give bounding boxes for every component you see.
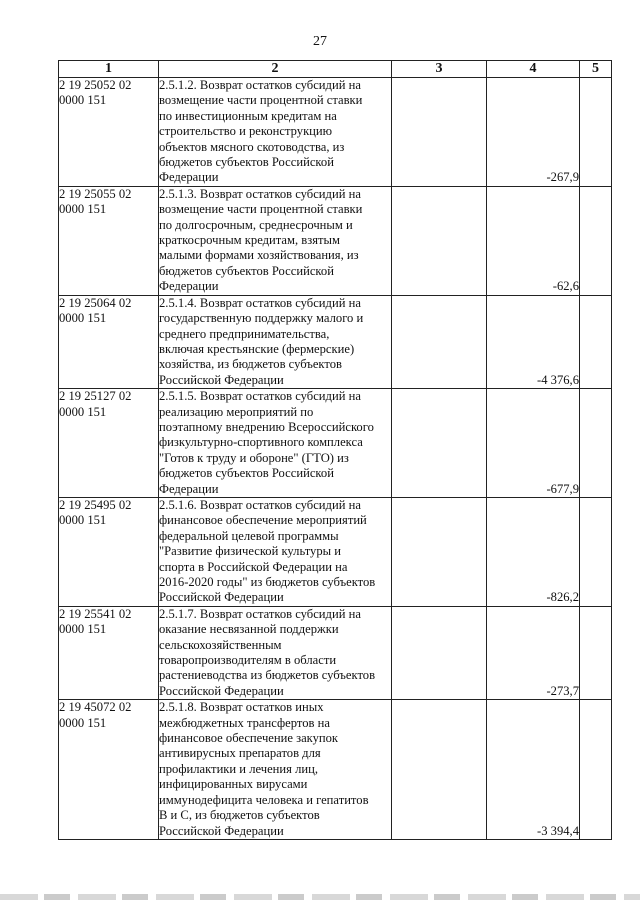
- budget-code-line: 2 19 25541 02: [59, 606, 132, 621]
- description-line: бюджетов субъектов Российской: [159, 155, 334, 170]
- budget-code-line: 0000 151: [59, 93, 107, 108]
- description-line: возмещение части процентной ставки: [159, 202, 363, 217]
- description-line: хозяйства, из бюджетов субъектов: [159, 357, 342, 372]
- description-line: поэтапному внедрению Всероссийского: [159, 419, 374, 434]
- column-header-5: 5: [580, 61, 612, 78]
- budget-code-cell: [59, 606, 159, 699]
- amount-cell: -677,9: [487, 389, 580, 498]
- budget-code-cell: [59, 186, 159, 295]
- column-header-1: 1: [59, 61, 159, 78]
- budget-code-cell: [59, 389, 159, 498]
- table-row: [59, 700, 612, 840]
- table-row: [59, 389, 612, 498]
- budget-code-line: 2 19 25052 02: [59, 78, 132, 92]
- item-description-cell: [159, 700, 392, 840]
- description-line: инфицированных вирусами: [159, 777, 308, 792]
- description-line: Российской Федерации: [159, 823, 284, 838]
- description-line: спорта в Российской Федерации на: [159, 559, 348, 574]
- column-header-3: 3: [392, 61, 487, 78]
- description-line: включая крестьянские (фермерские): [159, 341, 355, 356]
- budget-code-cell: [59, 295, 159, 388]
- amount-cell: -267,9: [487, 78, 580, 187]
- column-3-cell: [392, 295, 487, 388]
- description-line: оказание несвязанной поддержки: [159, 622, 339, 637]
- budget-code-line: 2 19 25495 02: [59, 497, 132, 512]
- column-5-cell: [580, 700, 612, 840]
- description-line: 2.5.1.6. Возврат остатков субсидий на: [159, 497, 361, 512]
- description-line: 2.5.1.3. Возврат остатков субсидий на: [159, 186, 361, 201]
- description-line: 2.5.1.5. Возврат остатков субсидий на: [159, 389, 361, 404]
- item-description-cell: [159, 497, 392, 606]
- description-line: межбюджетных трансфертов на: [159, 715, 330, 730]
- description-line: сельскохозяйственным: [159, 637, 282, 652]
- table-row: [59, 78, 612, 187]
- description-line: малыми формами хозяйствования, из: [159, 248, 359, 263]
- column-3-cell: [392, 606, 487, 699]
- budget-code-cell: [59, 497, 159, 606]
- description-line: 2.5.1.7. Возврат остатков субсидий на: [159, 606, 361, 621]
- page-number: 27: [313, 34, 327, 49]
- description-line: Федерации: [159, 279, 219, 294]
- column-3-cell: [392, 78, 487, 187]
- description-line: профилактики и лечения лиц,: [159, 761, 319, 776]
- description-line: "Готов к труду и обороне" (ГТО) из: [159, 450, 349, 465]
- item-description-cell: [159, 186, 392, 295]
- table-row: [59, 606, 612, 699]
- table-row: [59, 186, 612, 295]
- description-line: физкультурно-спортивного комплекса: [159, 435, 363, 450]
- column-5-cell: [580, 295, 612, 388]
- column-header-2: 2: [159, 61, 392, 78]
- description-line: иммунодефицита человека и гепатитов: [159, 792, 369, 807]
- column-5-cell: [580, 497, 612, 606]
- description-line: бюджетов субъектов Российской: [159, 263, 334, 278]
- description-line: бюджетов субъектов Российской: [159, 466, 334, 481]
- column-5-cell: [580, 389, 612, 498]
- budget-code-line: 2 19 25055 02: [59, 186, 132, 201]
- description-line: 2016-2020 годы" из бюджетов субъектов: [159, 575, 376, 589]
- description-line: объектов мясного скотоводства, из: [159, 139, 345, 154]
- description-line: товаропроизводителям в области: [159, 653, 337, 668]
- description-line: Российской Федерации: [159, 372, 284, 387]
- column-3-cell: [392, 497, 487, 606]
- column-5-cell: [580, 78, 612, 187]
- scan-edge-artifact: [0, 894, 640, 900]
- description-line: среднего предпринимательства,: [159, 326, 330, 341]
- budget-code-line: 0000 151: [59, 715, 107, 730]
- description-line: возмещение части процентной ставки: [159, 93, 363, 108]
- item-description-cell: [159, 295, 392, 388]
- description-line: федеральной целевой программы: [159, 528, 339, 543]
- budget-code-cell: [59, 700, 159, 840]
- description-line: краткосрочным кредитам, взятым: [159, 233, 340, 248]
- column-header-4: 4: [487, 61, 580, 78]
- item-description-cell: [159, 389, 392, 498]
- description-line: реализацию мероприятий по: [159, 404, 314, 419]
- column-3-cell: [392, 700, 487, 840]
- budget-code-line: 0000 151: [59, 311, 107, 326]
- budget-code-line: 0000 151: [59, 513, 107, 528]
- item-description-cell: [159, 78, 392, 187]
- budget-code-line: 2 19 25127 02: [59, 389, 132, 404]
- amount-cell: -62,6: [487, 186, 580, 295]
- description-line: В и С, из бюджетов субъектов: [159, 808, 320, 823]
- description-line: 2.5.1.2. Возврат остатков субсидий на: [159, 78, 361, 92]
- amount-cell: -273,7: [487, 606, 580, 699]
- description-line: Российской Федерации: [159, 683, 284, 698]
- description-line: по долгосрочным, среднесрочным и: [159, 217, 353, 232]
- column-3-cell: [392, 389, 487, 498]
- table-row: [59, 497, 612, 606]
- budget-code-cell: [59, 78, 159, 187]
- description-line: Российской Федерации: [159, 590, 284, 605]
- column-5-cell: [580, 186, 612, 295]
- description-line: антивирусных препаратов для: [159, 746, 321, 761]
- amount-cell: -3 394,4: [487, 700, 580, 840]
- column-3-cell: [392, 186, 487, 295]
- table-row: [59, 295, 612, 388]
- description-line: по инвестиционным кредитам на: [159, 108, 337, 123]
- description-line: 2.5.1.4. Возврат остатков субсидий на: [159, 295, 361, 310]
- description-line: 2.5.1.8. Возврат остатков иных: [159, 700, 324, 715]
- column-5-cell: [580, 606, 612, 699]
- budget-code-line: 2 19 45072 02: [59, 700, 132, 715]
- description-line: Федерации: [159, 170, 219, 185]
- description-line: Федерации: [159, 481, 219, 496]
- description-line: финансовое обеспечение мероприятий: [159, 513, 367, 528]
- item-description-cell: [159, 606, 392, 699]
- description-line: финансовое обеспечение закупок: [159, 731, 339, 746]
- budget-table: [58, 60, 612, 840]
- description-line: строительство и реконструкцию: [159, 124, 333, 139]
- table-body: [59, 78, 612, 840]
- budget-code-line: 0000 151: [59, 202, 107, 217]
- budget-code-line: 0000 151: [59, 404, 107, 419]
- budget-code-line: 2 19 25064 02: [59, 295, 132, 310]
- description-line: растениеводства из бюджетов субъектов: [159, 668, 376, 683]
- header-row: [59, 61, 612, 78]
- amount-cell: -4 376,6: [487, 295, 580, 388]
- budget-code-line: 0000 151: [59, 622, 107, 637]
- description-line: государственную поддержку малого и: [159, 311, 364, 326]
- amount-cell: -826,2: [487, 497, 580, 606]
- description-line: "Развитие физической культуры и: [159, 544, 341, 559]
